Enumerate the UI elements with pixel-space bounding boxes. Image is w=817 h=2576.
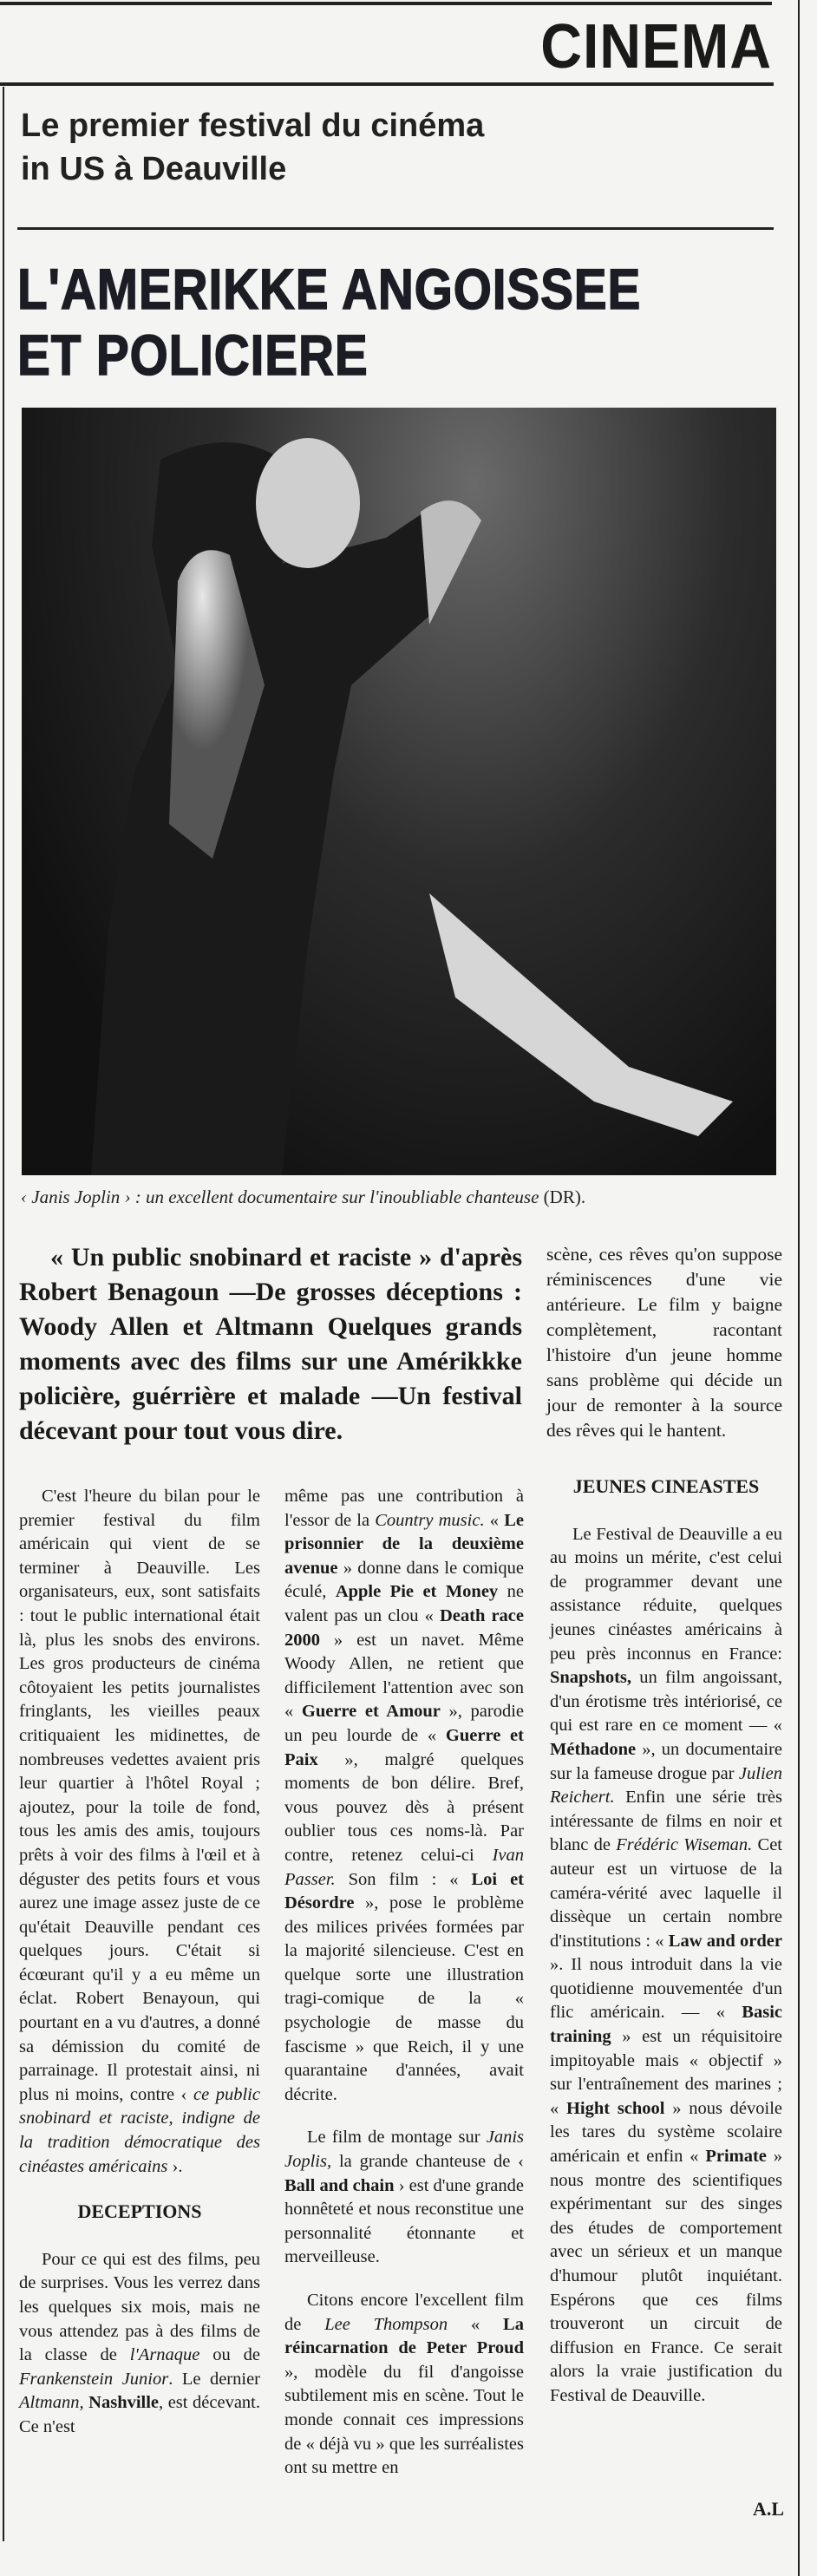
text-run: », pose le problème des milices privées formées par la majorité silencieuse. C'est en quelque sorte une illustration tragi-comique de la « psychologie de masse du fascisme » que Reich, il y une quarantaine d'années, avait décrite. xyxy=(284,1893,524,2104)
column-2 xyxy=(284,1485,524,2481)
text-run: ne valent pas un clou « xyxy=(284,1582,524,1625)
lead-paragraph: « Un public snobinard et raciste » d'après Robert Benagoun —De grosses déceptions : Woody Allen et Altmann Quelques grands moments avec des films sur une Amérikkke policière, guérrière et malade —Un festival décevant pour tout vous dire. xyxy=(19,1243,522,1445)
section-rule xyxy=(0,82,774,86)
photo-caption xyxy=(21,1187,585,1208)
film-title: Ball and chain xyxy=(284,2175,395,2195)
singer-silhouette xyxy=(22,408,776,1175)
text-run: Citons encore l'excellent film de xyxy=(284,2291,524,2334)
italic-text: Julien Reichert. xyxy=(550,1763,782,1808)
text-run: « xyxy=(448,2314,504,2334)
italic-text: Frédéric Wiseman. xyxy=(616,1835,753,1855)
film-title: Guerre et Amour xyxy=(301,1702,441,1722)
headline-line: L'AMERIKKE ANGOISSEE xyxy=(17,257,642,321)
headline-line: ET POLICIERE xyxy=(17,323,369,387)
film-title: Snapshots, xyxy=(550,1668,632,1688)
text-run: » donne dans le comique éculé, xyxy=(284,1558,524,1602)
text-run: », un documentaire sur la fameuse drogue par xyxy=(550,1739,782,1783)
italic-text: Altmann, xyxy=(19,2393,84,2413)
headline xyxy=(17,256,674,388)
body-paragraph xyxy=(284,2126,524,2270)
film-title: Méthadone xyxy=(550,1739,637,1759)
italic-text: Frankenstein Junior xyxy=(19,2369,169,2389)
text-run: un film angoissant, d'un érotisme très intériorisé, ce qui est rare en ce moment — « xyxy=(550,1668,782,1736)
subtitle-line: in US à Deauville xyxy=(21,151,287,187)
text-run: , est décevant. Ce n'est xyxy=(19,2393,260,2436)
body-paragraph xyxy=(19,2248,260,2440)
film-title: La réincarnation de Peter Proud xyxy=(284,2314,524,2358)
text-run: › est d'une grande honnêteté et nous reconstitue une personnalité étonnante et merveilleuse. xyxy=(284,2175,524,2267)
text-run: même pas une contribution à l'essor de la xyxy=(284,1487,524,1530)
text-run: Cet auteur est un virtuose de la caméra-vérité avec laquelle il dissèque un certain nombre d'institutions : « xyxy=(550,1835,782,1951)
text-run: Son film : « xyxy=(335,1869,472,1889)
text-run: C'est l'heure du bilan pour le premier festival du film américain qui vient de se terminer à Deauville. Les organisateurs, eux, sont satisfaits : tout le public international était là, plus les snobs des environs. Les gros producteurs de cinéma côtoyaient les petits journalistes fringlants, les vieilles peaux critiquaient les midinettes, de nombreuses vedettes avaient pris leur quartier à l'hôtel Royal ; ajoutez, pour la toile de fond, tous les amis des amis, toujours prêts à voir des films à l'œil et à déguster des petits fours et vous aurez une image assez juste de ce qu'était Deauville pendant ces quelques jours. C'était si écœurant qu'il y a eu même un éclat. Robert Benayoun, qui pourtant en a vu d'autres, a donné sa démission du comité de parrainage. Il protestait ainsi, ni plus ni moins, contre ‹ xyxy=(19,1487,260,2104)
italic-text: Lee Thompson xyxy=(324,2314,448,2334)
kicker-subtitle xyxy=(21,104,628,191)
text-run: Pour ce qui est des films, peu de surprises. Vous les verrez dans les quelques six mois, mais ne vous attendez pas à des films de la classe de xyxy=(19,2249,260,2365)
film-title: Guerre et Paix xyxy=(284,1725,524,1769)
italic-text: Janis Joplis, xyxy=(284,2128,524,2172)
film-title: Le prisonnier de la deuxième avenue xyxy=(284,1510,524,1578)
section-heading: JEUNES CINEASTES xyxy=(572,1475,760,1497)
film-title: Basic training xyxy=(550,2003,782,2047)
film-title: Death race 2000 xyxy=(284,1605,524,1650)
body-paragraph xyxy=(284,2289,524,2481)
right-border xyxy=(798,0,800,2576)
film-title: Loi et Désordre xyxy=(284,1869,525,1913)
text-run: », malgré quelques moments de bon délire. Bref, vous pouvez dès à présent oublier tous ces noms-là. Par contre, retenez celui-ci xyxy=(284,1749,524,1865)
lead-continuation: scène, ces rêves qu'on suppose réminiscences d'une vie antérieure. Le film y baigne complètement, racontant l'histoire d'un jeune homme sans problème qui décide un jour de remonter à la source des rêves qui le hantent. xyxy=(546,1244,782,1441)
film-title: Apple Pie et Money xyxy=(335,1582,499,1602)
text-run: ›. xyxy=(167,2156,183,2176)
text-run: Enfin une série très intéressante de films en noir et blanc de xyxy=(550,1788,782,1855)
text-run: » nous dévoile les tares du système scolaire américain et enfin « xyxy=(550,2098,783,2167)
photo-janis-joplin xyxy=(22,408,776,1175)
column-1 xyxy=(19,1485,260,2440)
film-title: Primate xyxy=(705,2147,767,2167)
italic-text: Ivan Passer. xyxy=(284,1845,524,1889)
text-run: « xyxy=(484,1510,505,1530)
section-title: CINEMA xyxy=(540,12,772,82)
italic-text: l'Arnaque xyxy=(129,2345,200,2365)
film-title: Nashville xyxy=(88,2393,160,2413)
text-run: » est un réquisitoire impitoyable mais « objectif » sur l'entraînement des marines ; « xyxy=(550,2027,782,2118)
text-run: la grande chanteuse de ‹ xyxy=(331,2152,524,2172)
text-run: . Le dernier xyxy=(168,2369,260,2389)
subtitle-rule xyxy=(17,227,774,230)
text-run: ». Il nous introduit dans la vie quotidienne mouvementée d'un flic américain. — « xyxy=(550,1955,782,2023)
film-title: Law and order xyxy=(668,1931,782,1951)
body-paragraph xyxy=(284,1485,524,2107)
top-rule xyxy=(0,2,772,5)
author-signature: A.L xyxy=(752,2498,784,2520)
italic-text: Country music. xyxy=(375,1510,485,1530)
text-run: », modèle du fil d'angoisse subtilement mis en scène. Tout le monde connait ces impressions de « déjà vu » que les surréalistes ont su mettre en xyxy=(284,2362,524,2478)
film-title: Hight school xyxy=(565,2098,665,2118)
column-3 xyxy=(550,1475,783,2409)
italic-text: ce public snobinard et raciste, indigne de la tradition démocratique des cinéastes américains xyxy=(19,2084,260,2176)
text-run: » nous montre des scientifiques expérimentant sur des singes des études de comportement avec un sérieux et un manque d'humour plutôt inquiétant. Espérons que ces films trouveront un circuit de diffusion en France. Ce serait alors la vraie justification du Festival de Deauville. xyxy=(550,2147,782,2405)
caption-text: ‹ Janis Joplin › : un excellent documentaire sur l'inoubliable chanteuse xyxy=(21,1187,544,1207)
text-run: Le film de montage sur xyxy=(307,2128,487,2148)
body-paragraph xyxy=(550,1523,782,2409)
text-run: Le Festival de Deauville a eu au moins un mérite, c'est celui de programmer devant une assistance réduite, quelques jeunes cinéastes américains à peu près inconnus en France: xyxy=(550,1524,782,1664)
text-run: », parodie un peu lourde de « xyxy=(284,1702,524,1745)
section-heading: DECEPTIONS xyxy=(77,2200,202,2223)
text-run: » est un navet. Même Woody Allen, ne retient que difficilement l'attention avec son « xyxy=(284,1630,524,1722)
body-paragraph xyxy=(19,1485,260,2179)
left-border xyxy=(3,87,4,2541)
photo-credit: (DR). xyxy=(543,1187,586,1207)
text-run: ou de xyxy=(199,2345,260,2365)
subtitle-line: Le premier festival du cinéma xyxy=(21,108,485,144)
